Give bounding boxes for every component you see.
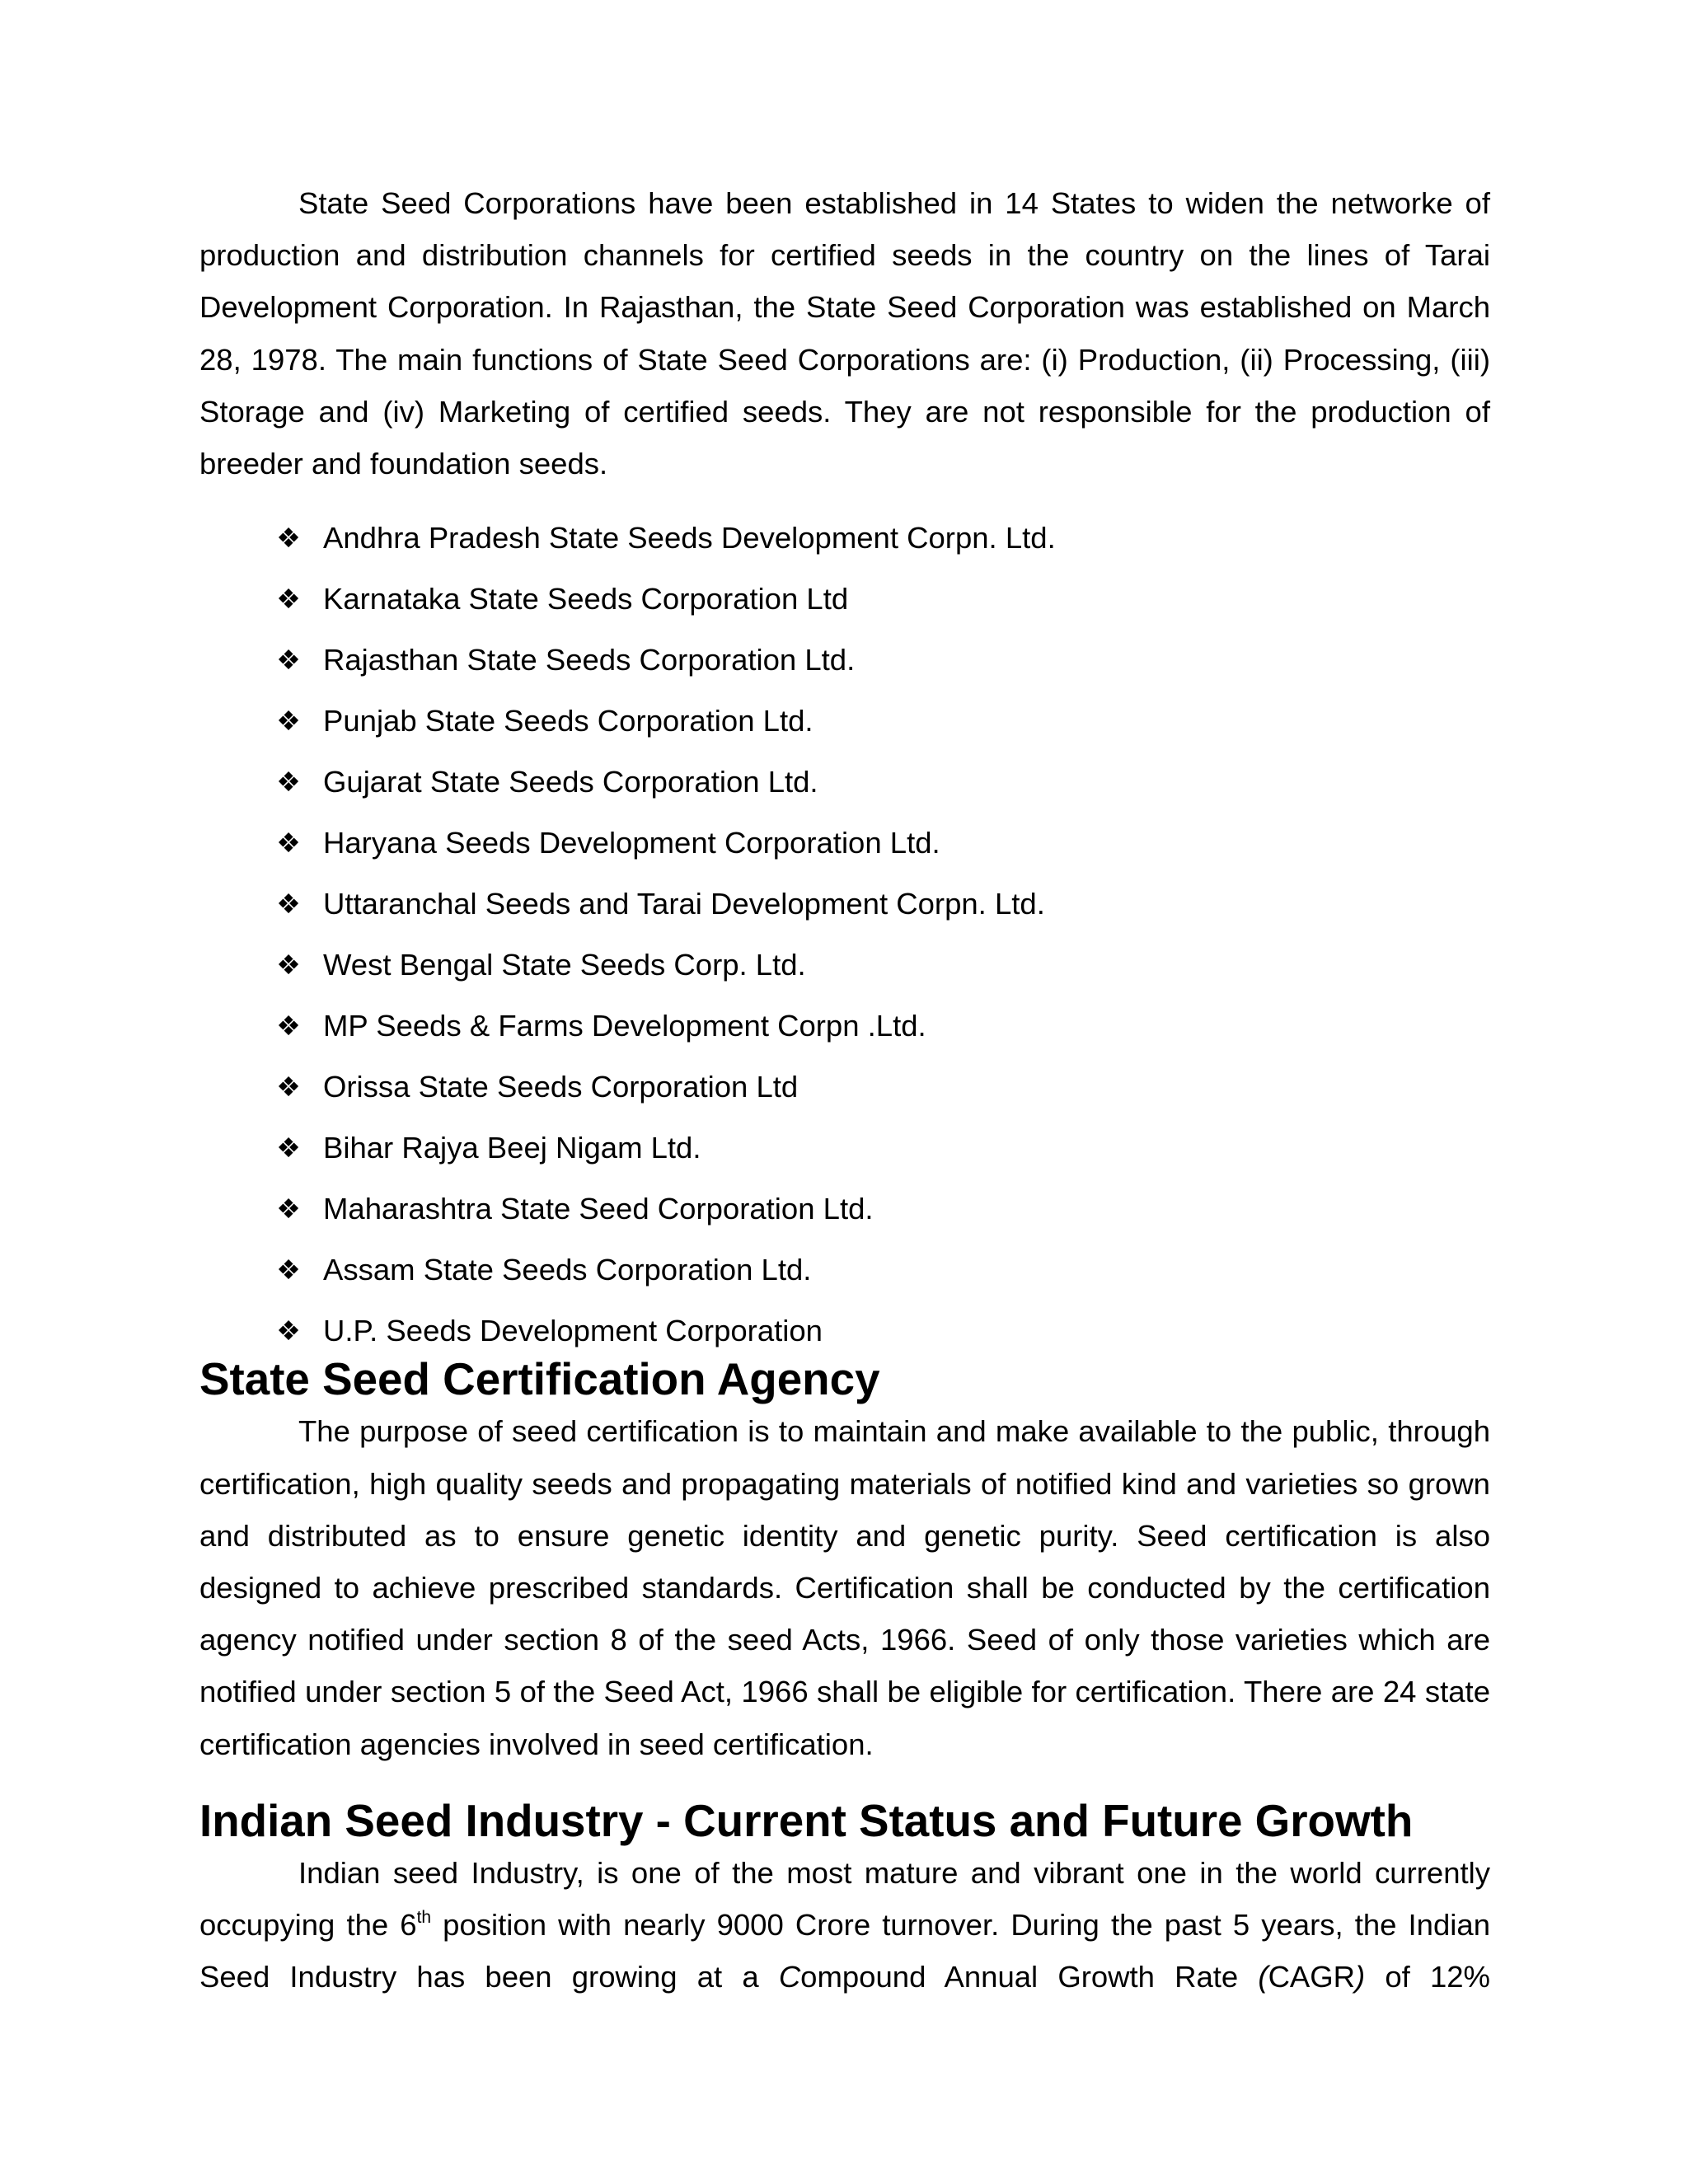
list-item: [199, 569, 1490, 630]
seed-corporation-list: [199, 508, 1490, 1361]
diamond-bullet-icon: ❖: [276, 827, 301, 860]
industry-text-part-1: Indian seed Industry, is one of the most mature and vibrant one in the world currently occupying the 6: [199, 1856, 1490, 1943]
industry-text-part-4: of 12%: [1365, 1960, 1490, 1994]
industry-paragraph: [199, 1847, 1490, 2004]
list-item: [199, 691, 1490, 752]
diamond-bullet-icon: ❖: [276, 1254, 301, 1286]
diamond-bullet-icon: ❖: [276, 1193, 301, 1226]
list-item: [199, 813, 1490, 874]
italic-paren-open: (: [1258, 1960, 1268, 1994]
diamond-bullet-icon: ❖: [276, 1010, 301, 1043]
list-item-text: Orissa State Seeds Corporation Ltd: [323, 1070, 799, 1104]
list-item-text: Karnataka State Seeds Corporation Ltd: [323, 582, 849, 616]
document-page: [199, 177, 1490, 2004]
diamond-bullet-icon: ❖: [276, 583, 301, 616]
list-item: [199, 874, 1490, 935]
diamond-bullet-icon: ❖: [276, 1071, 301, 1104]
list-item: [199, 752, 1490, 813]
list-item: [199, 1240, 1490, 1301]
diamond-bullet-icon: ❖: [276, 705, 301, 738]
italic-paren-close: ): [1355, 1960, 1366, 1994]
list-item-text: West Bengal State Seeds Corp. Ltd.: [323, 948, 806, 982]
list-item-text: Haryana Seeds Development Corporation Ltd.: [323, 826, 940, 860]
list-item-text: Maharashtra State Seed Corporation Ltd.: [323, 1192, 874, 1226]
diamond-bullet-icon: ❖: [276, 522, 301, 555]
diamond-bullet-icon: ❖: [276, 766, 301, 799]
certification-heading: State Seed Certification Agency: [199, 1353, 880, 1405]
list-item-text: Andhra Pradesh State Seeds Development Corpn. Ltd.: [323, 521, 1056, 555]
list-item-text: Rajasthan State Seeds Corporation Ltd.: [323, 643, 856, 677]
list-item-text: Uttaranchal Seeds and Tarai Development Corpn. Ltd.: [323, 887, 1045, 921]
industry-heading: Indian Seed Industry - Current Status and Future Growth: [199, 1794, 1414, 1846]
diamond-bullet-icon: ❖: [276, 949, 301, 982]
ordinal-superscript: th: [416, 1908, 432, 1928]
list-item-text: Bihar Rajya Beej Nigam Ltd.: [323, 1131, 701, 1165]
cagr-abbreviation: CAGR: [1268, 1960, 1356, 1994]
list-item: [199, 508, 1490, 569]
list-item-text: MP Seeds & Farms Development Corpn .Ltd.: [323, 1009, 926, 1043]
diamond-bullet-icon: ❖: [276, 1132, 301, 1165]
intro-paragraph: State Seed Corporations have been established in 14 States to widen the networke of production and distribution channels for certified seeds in the country on the lines of Tarai Development Corporation. In Rajasthan, the State Seed Corporation was established on March 28, 1978. The main functions of State Seed Corporations are: (i) Production, (ii) Processing, (iii) Storage and (iv) Marketing of certified seeds. They are not responsible for the production of breeder and foundation seeds.: [199, 186, 1490, 481]
list-item: [199, 630, 1490, 691]
list-item-text: U.P. Seeds Development Corporation: [323, 1314, 823, 1348]
certification-paragraph: The purpose of seed certification is to maintain and make available to the public, through certification, high quality seeds and propagating materials of notified kind and varieties so grown and distributed as to ensure genetic identity and genetic purity. Seed certification is also designed to achieve prescribed standards. Certification shall be conducted by the certification agency notified under section 8 of the seed Acts, 1966. Seed of only those varieties which are notified under section 5 of the Seed Act, 1966 shall be eligible for certification. There are 24 state certification agencies involved in seed certification.: [199, 1414, 1490, 1761]
list-item: [199, 1301, 1490, 1361]
list-item-text: Assam State Seeds Corporation Ltd.: [323, 1253, 812, 1287]
list-item-text: Gujarat State Seeds Corporation Ltd.: [323, 765, 818, 799]
industry-text-part-3: ompound Annual Growth Rate: [800, 1960, 1259, 1994]
diamond-bullet-icon: ❖: [276, 1315, 301, 1347]
list-item: [199, 996, 1490, 1057]
italic-c: C: [778, 1960, 801, 1994]
list-item: [199, 1057, 1490, 1118]
list-item: [199, 1179, 1490, 1240]
industry-text-part-2: position with nearly 9000 Crore turnover. During the past 5 years, the Indian Seed Industry has been growing at a: [199, 1908, 1490, 1994]
diamond-bullet-icon: ❖: [276, 888, 301, 921]
diamond-bullet-icon: ❖: [276, 644, 301, 677]
list-item: [199, 1118, 1490, 1179]
list-item-text: Punjab State Seeds Corporation Ltd.: [323, 704, 814, 738]
list-item: [199, 935, 1490, 996]
